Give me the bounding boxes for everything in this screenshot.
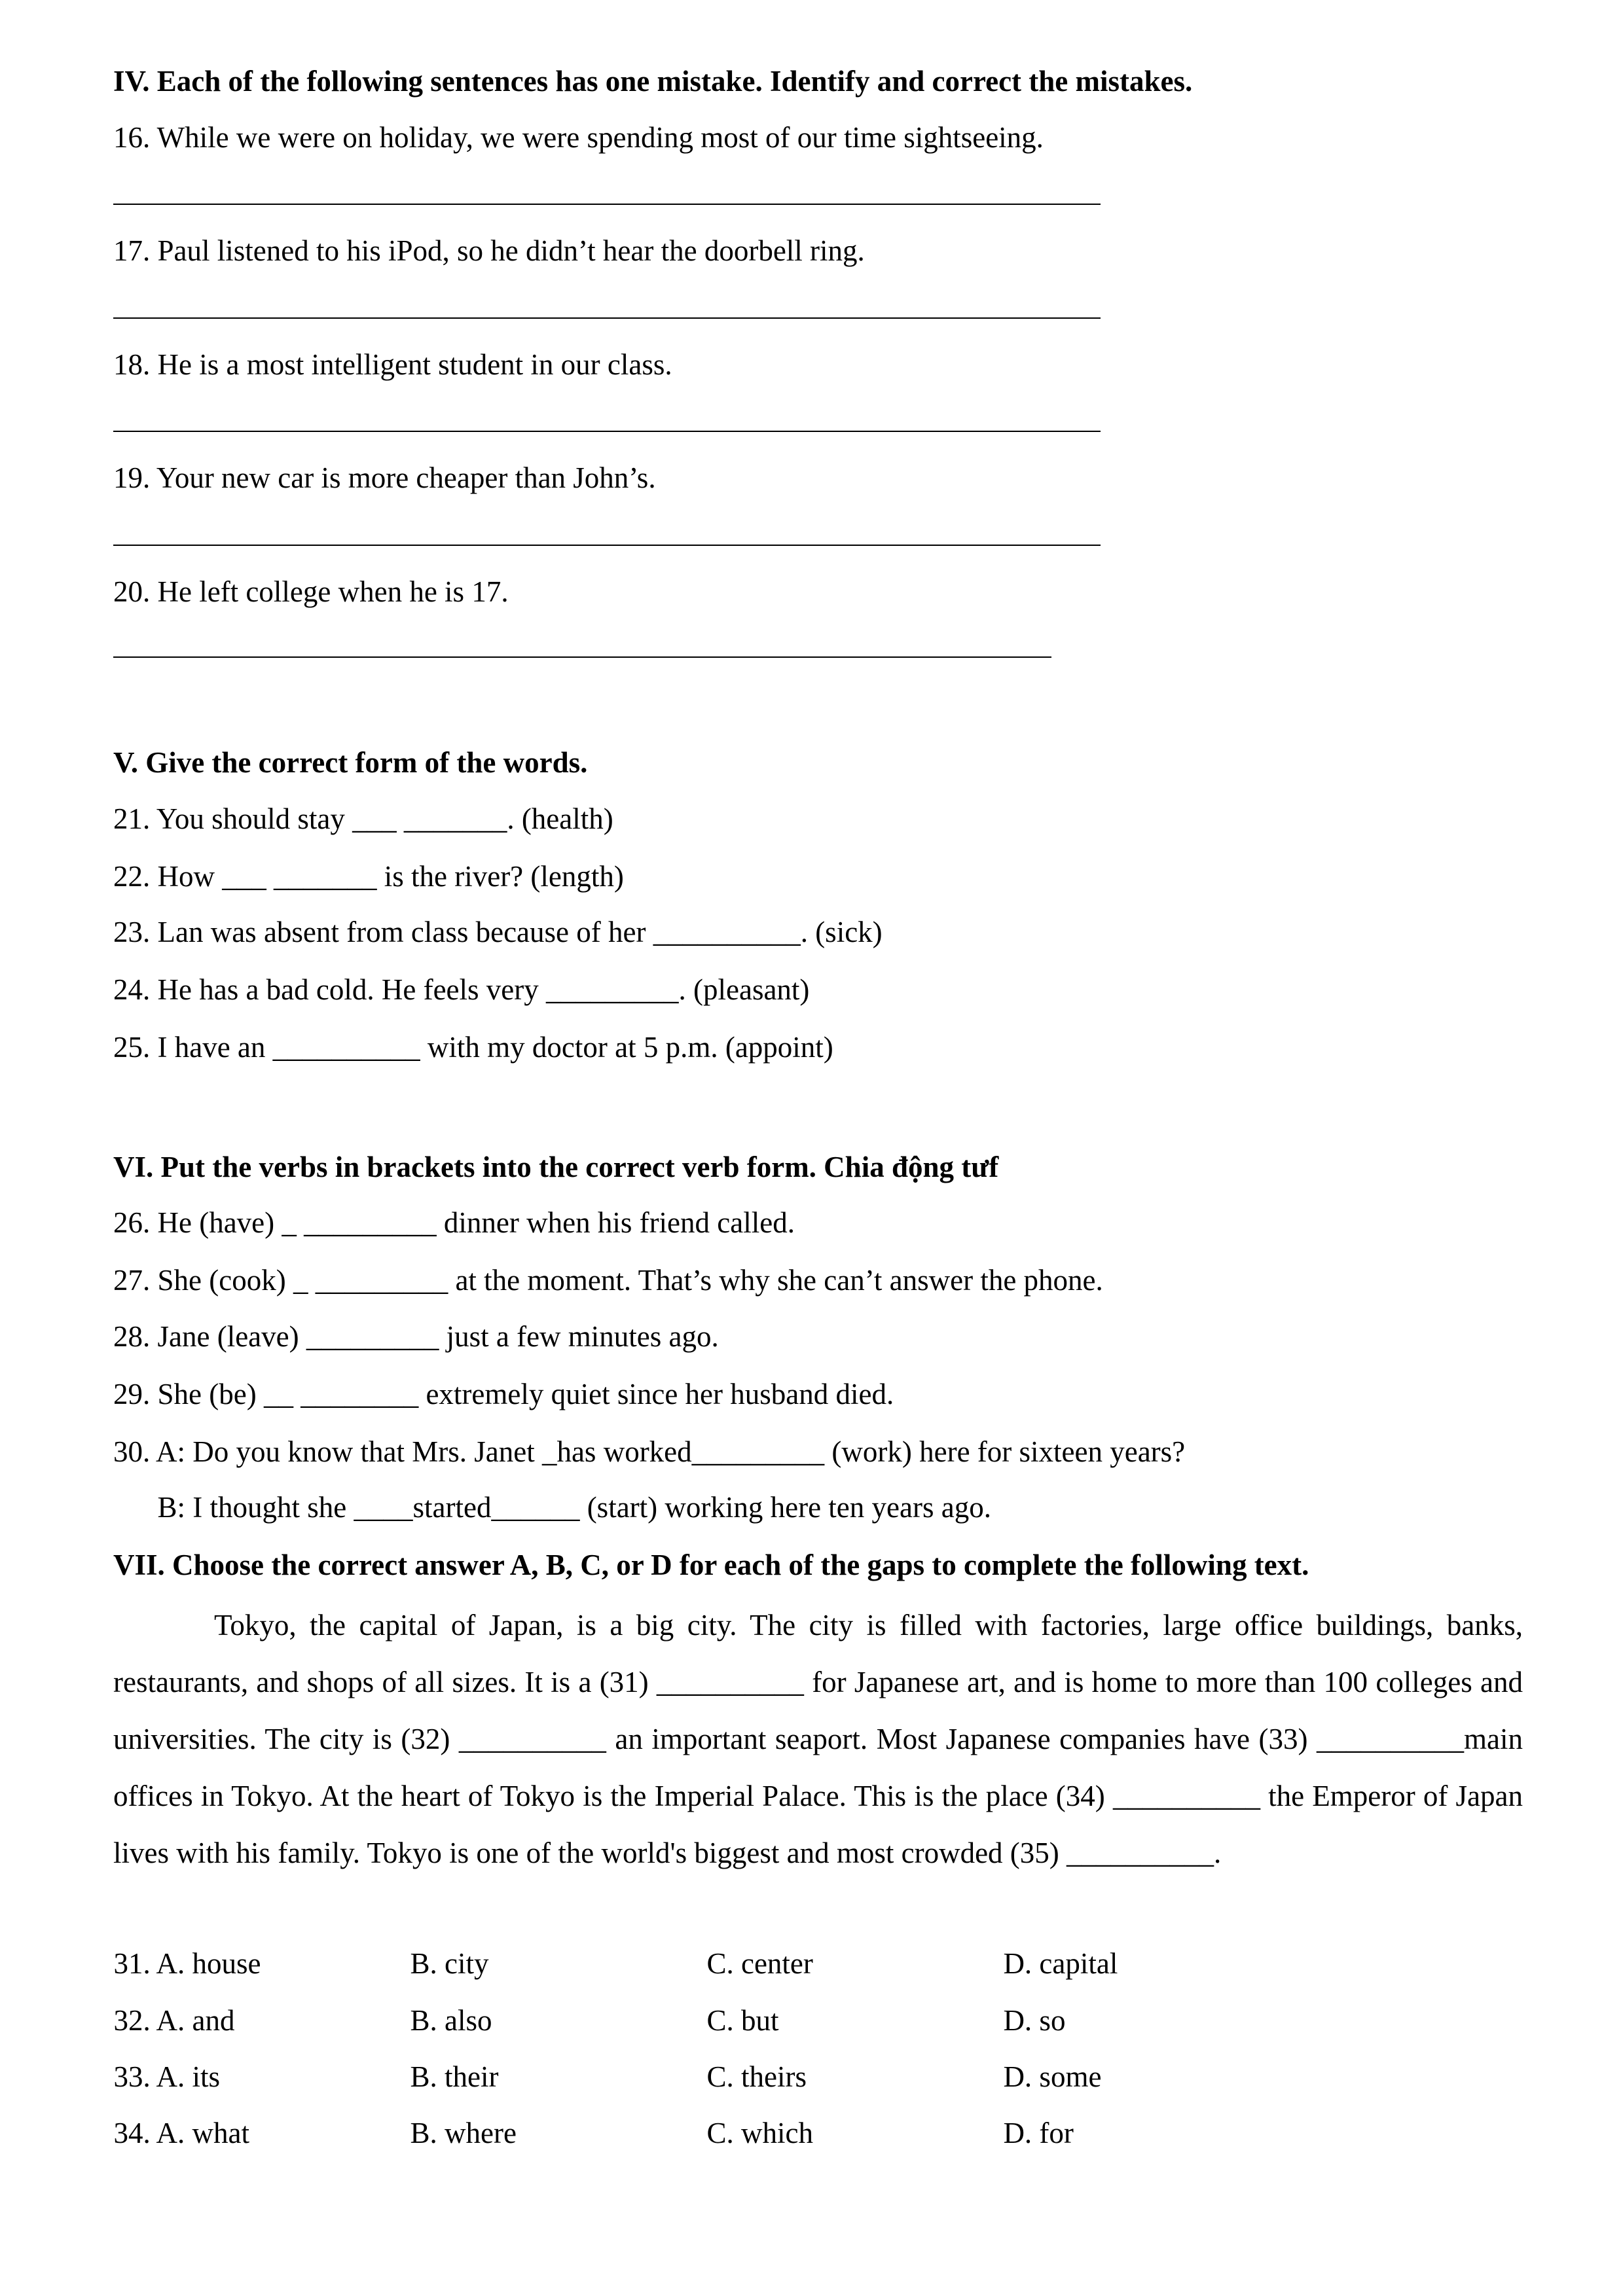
- sentence-item: 17. Paul listened to his iPod, so he didn’t hear the doorbell ring.: [113, 234, 865, 268]
- answer-option: B. also: [410, 2004, 492, 2037]
- answer-option: D. for: [1003, 2116, 1074, 2149]
- answer-option: C. but: [706, 2004, 779, 2037]
- answer-option: D. capital: [1003, 1946, 1118, 1980]
- verb-form-item: 29. She (be) __ ________ extremely quiet since her husband died.: [113, 1377, 894, 1410]
- answer-option: 33. A. its: [113, 2060, 221, 2094]
- answer-line[interactable]: [113, 204, 1101, 205]
- answer-line[interactable]: [113, 545, 1101, 546]
- answer-line[interactable]: [113, 656, 1051, 658]
- section-heading: VII. Choose the correct answer A, B, C, or D for each of the gaps to complete the following text.: [113, 1549, 1309, 1582]
- verb-form-item: B: I thought she ____started______ (start) working here ten years ago.: [113, 1491, 991, 1524]
- sentence-item: 19. Your new car is more cheaper than John’s.: [113, 461, 656, 495]
- word-form-item: 21. You should stay ___ _______. (health): [113, 802, 613, 835]
- answer-option: D. some: [1003, 2060, 1102, 2094]
- verb-form-item: 26. He (have) _ _________ dinner when his friend called.: [113, 1206, 795, 1240]
- verb-form-item: 30. A: Do you know that Mrs. Janet _has worked_________ (work) here for sixteen years?: [113, 1435, 1186, 1468]
- section-heading: V. Give the correct form of the words.: [113, 746, 588, 780]
- sentence-item: 16. While we were on holiday, we were spending most of our time sightseeing.: [113, 120, 1044, 154]
- answer-option: B. city: [410, 1946, 489, 1980]
- answer-option: C. which: [706, 2116, 813, 2149]
- word-form-item: 24. He has a bad cold. He feels very _________. (pleasant): [113, 973, 810, 1007]
- answer-line[interactable]: [113, 317, 1101, 319]
- sentence-item: 18. He is a most intelligent student in our class.: [113, 348, 672, 381]
- answer-option: C. theirs: [706, 2060, 807, 2094]
- answer-line[interactable]: [113, 431, 1101, 432]
- sentence-item: 20. He left college when he is 17.: [113, 575, 509, 608]
- answer-option: 31. A. house: [113, 1946, 261, 1980]
- reading-passage: Tokyo, the capital of Japan, is a big city. The city is filled with factories, large office buildings, banks, restaurants, and shops of all sizes. It is a (31) __________ for Japanese art, and is home to more than 100 colleges and universities. The city is (32) __________ an important seaport. Most Japanese companies have (33) __________main offices in Tokyo. At the heart of Tokyo is the Imperial Palace. This is the place (34) __________ the Emperor of Japan lives with his family. Tokyo is one of the world's biggest and most crowded (35) __________.: [113, 1609, 1523, 1869]
- section-heading: IV. Each of the following sentences has one mistake. Identify and correct the mistakes.: [113, 64, 1193, 98]
- answer-option: B. their: [410, 2060, 499, 2094]
- word-form-item: 25. I have an __________ with my doctor at 5 p.m. (appoint): [113, 1031, 833, 1064]
- answer-option: B. where: [410, 2116, 517, 2149]
- answer-option: C. center: [706, 1946, 813, 1980]
- answer-option: D. so: [1003, 2004, 1066, 2037]
- verb-form-item: 28. Jane (leave) _________ just a few minutes ago.: [113, 1319, 719, 1353]
- answer-option: 32. A. and: [113, 2004, 235, 2037]
- answer-option: 34. A. what: [113, 2116, 250, 2149]
- word-form-item: 23. Lan was absent from class because of her __________. (sick): [113, 916, 883, 949]
- verb-form-item: 27. She (cook) _ _________ at the moment. That’s why she can’t answer the phone.: [113, 1264, 1103, 1297]
- word-form-item: 22. How ___ _______ is the river? (length): [113, 859, 624, 893]
- section-heading: VI. Put the verbs in brackets into the correct verb form. Chia động tưf: [113, 1150, 999, 1183]
